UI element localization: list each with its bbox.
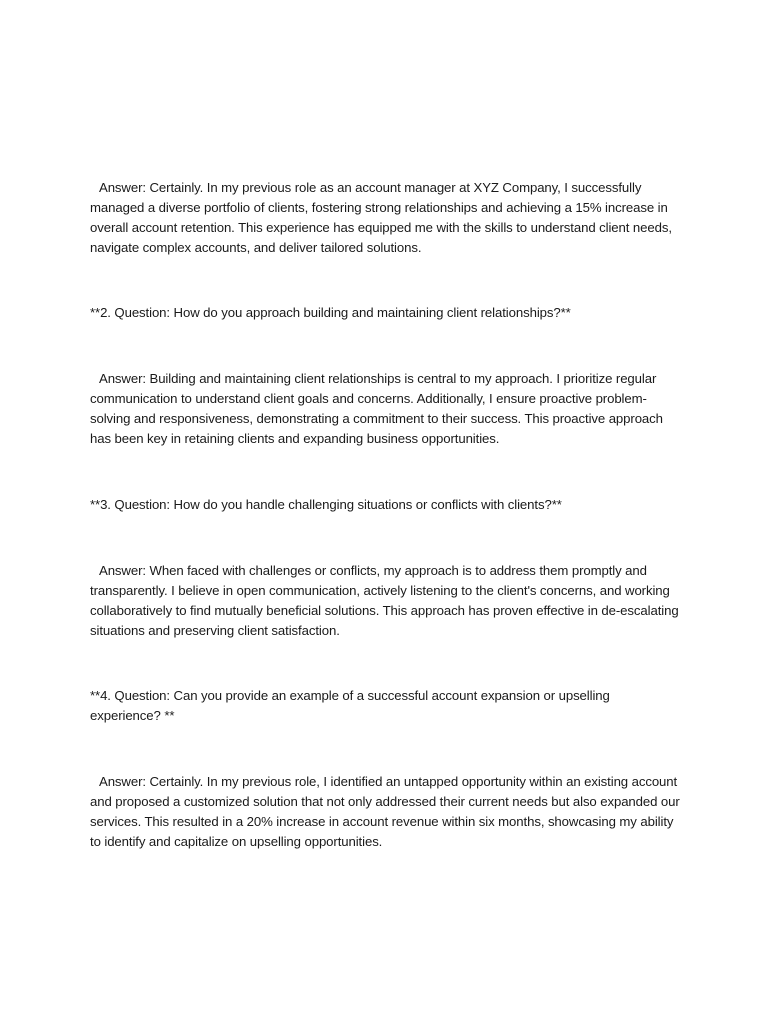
- question-4-heading: **4. Question: Can you provide an example of a successful account expansion or upselling experience? **: [90, 688, 610, 723]
- question-2-heading: **2. Question: How do you approach building and maintaining client relationships?**: [90, 305, 571, 320]
- answer-4-paragraph: Answer: Certainly. In my previous role, I identified an untapped opportunity within an existing account and proposed a customized solution that not only addressed their current needs but also expanded our services. This resulted in a 20% increase in account revenue within six months, showcasing my ability to identify and capitalize on upselling opportunities.: [90, 774, 680, 849]
- answer-1-paragraph: Answer: Certainly. In my previous role as an account manager at XYZ Company, I successfully managed a diverse portfolio of clients, fostering strong relationships and achieving a 15% increase in overall account retention. This experience has equipped me with the skills to understand client needs, navigate complex accounts, and deliver tailored solutions.: [90, 180, 672, 255]
- answer-3-paragraph: Answer: When faced with challenges or conflicts, my approach is to address them promptly and transparently. I believe in open communication, actively listening to the client's concerns, and working collaboratively to find mutually beneficial solutions. This approach has proven effective in de-escalating situations and preserving client satisfaction.: [90, 563, 679, 638]
- answer-2-paragraph: Answer: Building and maintaining client relationships is central to my approach. I prioritize regular communication to understand client goals and concerns. Additionally, I ensure proactive problem-solving and responsiveness, demonstrating a commitment to their success. This proactive approach has been key in retaining clients and expanding business opportunities.: [90, 371, 663, 446]
- question-3-heading: **3. Question: How do you handle challenging situations or conflicts with clients?**: [90, 497, 562, 512]
